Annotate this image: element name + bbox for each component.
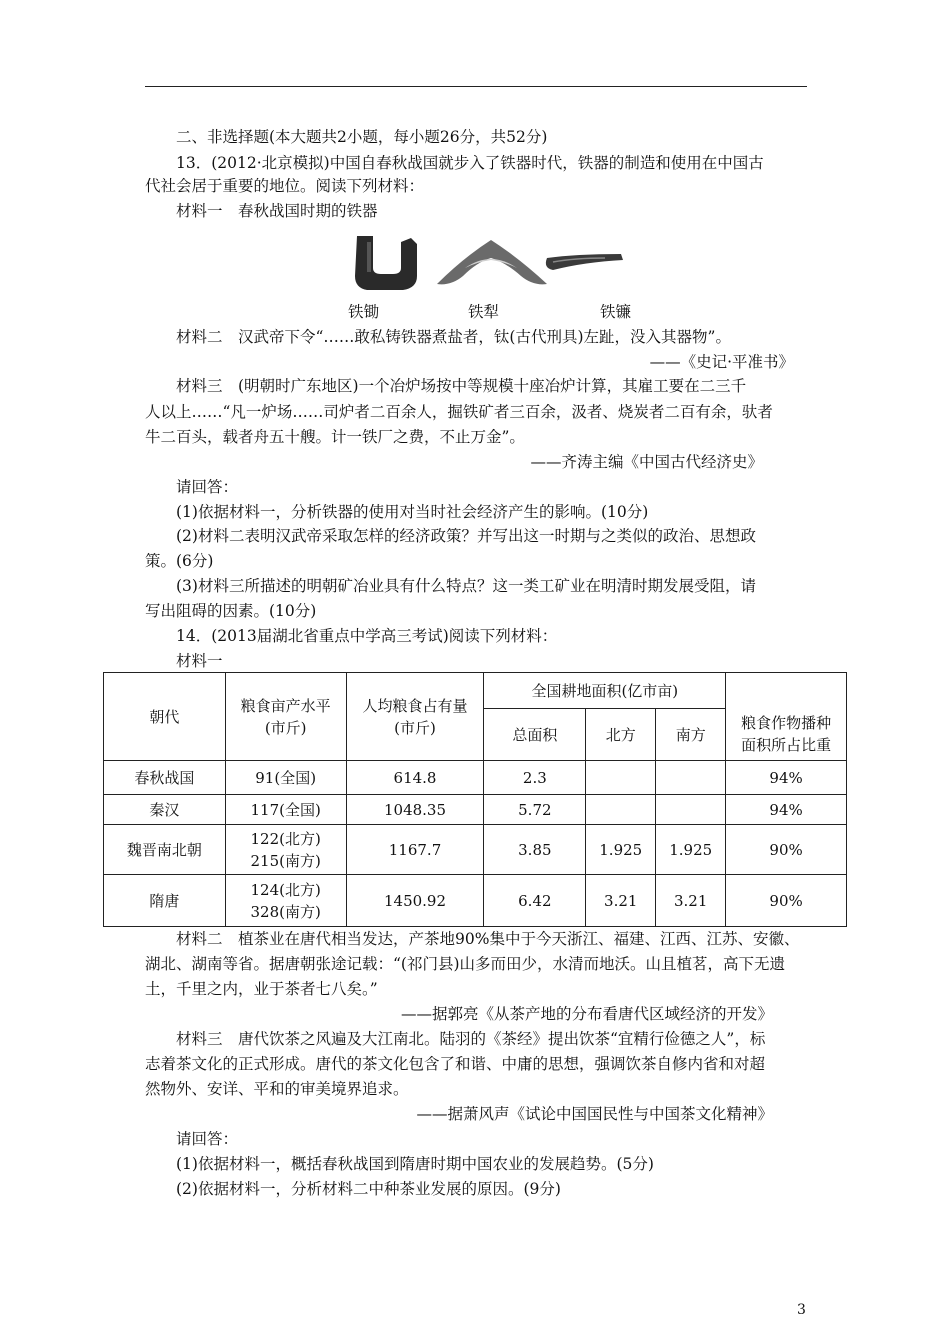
q13-material-3-line-3: 牛二百头，载者舟五十艘。计一铁厂之费，不止万金”。 [145, 428, 525, 446]
cell-ratio: 94% [726, 795, 847, 825]
cell-north: 1.925 [586, 825, 656, 875]
cell-yield: 117(全国) [225, 795, 346, 825]
q14-material-3-line-1: 材料三 唐代饮茶之风遍及大江南北。陆羽的《茶经》提出饮茶“宜精行俭德之人”，标 [176, 1030, 766, 1048]
q14-material-3-line-2: 志着茶文化的正式形成。唐代的茶文化包含了和谐、中庸的思想，强调饮茶自修内省和对超 [145, 1055, 766, 1073]
cell-per-capita: 1167.7 [346, 825, 484, 875]
cell-total: 2.3 [484, 761, 586, 795]
cell-north: 3.21 [586, 875, 656, 927]
q13-material-2: 材料二 汉武帝下令“……敢私铸铁器煮盐者，钛(古代刑具)左趾，没入其器物”。 [176, 328, 731, 346]
table-row [104, 795, 847, 825]
header-rule [145, 86, 807, 87]
header-per-capita: 人均粮食占有量 (市斤) [346, 673, 484, 761]
cell-ratio: 90% [726, 875, 847, 927]
cell-yield: 124(北方) 328(南方) [225, 875, 346, 927]
cell-yield: 122(北方) 215(南方) [225, 825, 346, 875]
q13-question-3-line-2: 写出阻碍的因素。(10分) [145, 602, 317, 620]
q13-stem-line-1: 13．(2012·北京模拟)中国自春秋战国就步入了铁器时代，铁器的制造和使用在中国古 [176, 154, 764, 172]
grain-data-table [103, 672, 847, 927]
iron-hoe-image [355, 236, 417, 290]
q13-material-3-line-2: 人以上……“凡一炉场……司炉者二百余人，掘铁矿者三百余，汲者、烧炭者二百有余，驮者 [145, 403, 773, 421]
cell-per-capita: 1450.92 [346, 875, 484, 927]
q13-material-1-title: 材料一 春秋战国时期的铁器 [176, 202, 378, 220]
header-yield: 粮食亩产水平 (市斤) [225, 673, 346, 761]
section-title: 二、非选择题(本大题共2小题，每小题26分，共52分) [176, 128, 548, 146]
q13-question-2-line-2: 策。(6分) [145, 552, 214, 570]
cell-south [656, 795, 726, 825]
q13-question-1: (1)依据材料一，分析铁器的使用对当时社会经济产生的影响。(10分) [176, 503, 649, 521]
header-south: 南方 [656, 709, 726, 761]
q14-question-2: (2)依据材料一，分析材料二中种茶业发展的原因。(9分) [176, 1180, 561, 1198]
cell-total: 6.42 [484, 875, 586, 927]
iron-tools-illustration [145, 228, 807, 298]
page-number: 3 [797, 1302, 806, 1318]
cell-per-capita: 614.8 [346, 761, 484, 795]
q14-material-3-line-3: 然物外、安详、平和的审美境界追求。 [145, 1080, 409, 1098]
q13-material-3-line-1: 材料三 (明朝时广东地区)一个冶炉场按中等规模十座冶炉计算，其雇工要在二三千 [176, 377, 747, 395]
header-total-area: 总面积 [484, 709, 586, 761]
cell-total: 3.85 [484, 825, 586, 875]
cell-dynasty: 隋唐 [104, 875, 226, 927]
iron-plough-image [437, 240, 547, 284]
q14-material-1-title: 材料一 [176, 652, 223, 670]
table-row [104, 875, 847, 927]
cell-north [586, 761, 656, 795]
iron-sickle-label: 铁镰 [600, 303, 632, 321]
header-north: 北方 [586, 709, 656, 761]
cell-ratio: 90% [726, 825, 847, 875]
iron-tools-figure [145, 228, 807, 328]
cell-yield: 91(全国) [225, 761, 346, 795]
iron-sickle-image [546, 254, 623, 270]
q13-material-3-source: ——齐涛主编《中国古代经济史》 [530, 453, 763, 471]
table-row [104, 761, 847, 795]
iron-plough-label: 铁犁 [468, 303, 500, 321]
iron-hoe-label: 铁锄 [348, 303, 380, 321]
header-grain-ratio: 粮食作物播种 面积所占比重 [726, 673, 847, 761]
cell-total: 5.72 [484, 795, 586, 825]
q14-material-2-line-3: 土，千里之内，业于茶者七八矣。” [145, 980, 378, 998]
q14-stem: 14．(2013届湖北省重点中学高三考试)阅读下列材料： [176, 627, 558, 645]
q13-question-3-line-1: (3)材料三所描述的明朝矿冶业具有什么特点？这一类工矿业在明清时期发展受阻，请 [176, 577, 756, 595]
q14-material-2-line-2: 湖北、湖南等省。据唐朝张途记载：“(祁门县)山多而田少，水清而地沃。山且植茗，高下无遗 [145, 955, 786, 973]
cell-south [656, 761, 726, 795]
q13-ask: 请回答： [176, 478, 239, 496]
q14-ask: 请回答： [176, 1130, 239, 1148]
q13-stem-line-2: 代社会居于重要的地位。阅读下列材料： [145, 177, 425, 195]
cell-dynasty: 春秋战国 [104, 761, 226, 795]
table-row [104, 825, 847, 875]
cell-per-capita: 1048.35 [346, 795, 484, 825]
cell-dynasty: 秦汉 [104, 795, 226, 825]
cell-north [586, 795, 656, 825]
q13-material-2-source: ——《史记·平准书》 [649, 353, 794, 371]
q14-material-3-source: ——据萧风声《试论中国国民性与中国茶文化精神》 [416, 1105, 773, 1123]
cell-south: 1.925 [656, 825, 726, 875]
q14-material-2-source: ——据郭亮《从茶产地的分布看唐代区域经济的开发》 [400, 1005, 773, 1023]
q14-material-2-line-1: 材料二 植茶业在唐代相当发达，产茶地90%集中于今天浙江、福建、江西、江苏、安徽、 [176, 930, 800, 948]
header-farmland-area: 全国耕地面积(亿市亩) [484, 673, 726, 709]
q13-question-2-line-1: (2)材料二表明汉武帝采取怎样的经济政策？并写出这一时期与之类似的政治、思想政 [176, 527, 756, 545]
q14-question-1: (1)依据材料一，概括春秋战国到隋唐时期中国农业的发展趋势。(5分) [176, 1155, 654, 1173]
cell-south: 3.21 [656, 875, 726, 927]
cell-dynasty: 魏晋南北朝 [104, 825, 226, 875]
cell-ratio: 94% [726, 761, 847, 795]
header-dynasty: 朝代 [104, 673, 226, 761]
